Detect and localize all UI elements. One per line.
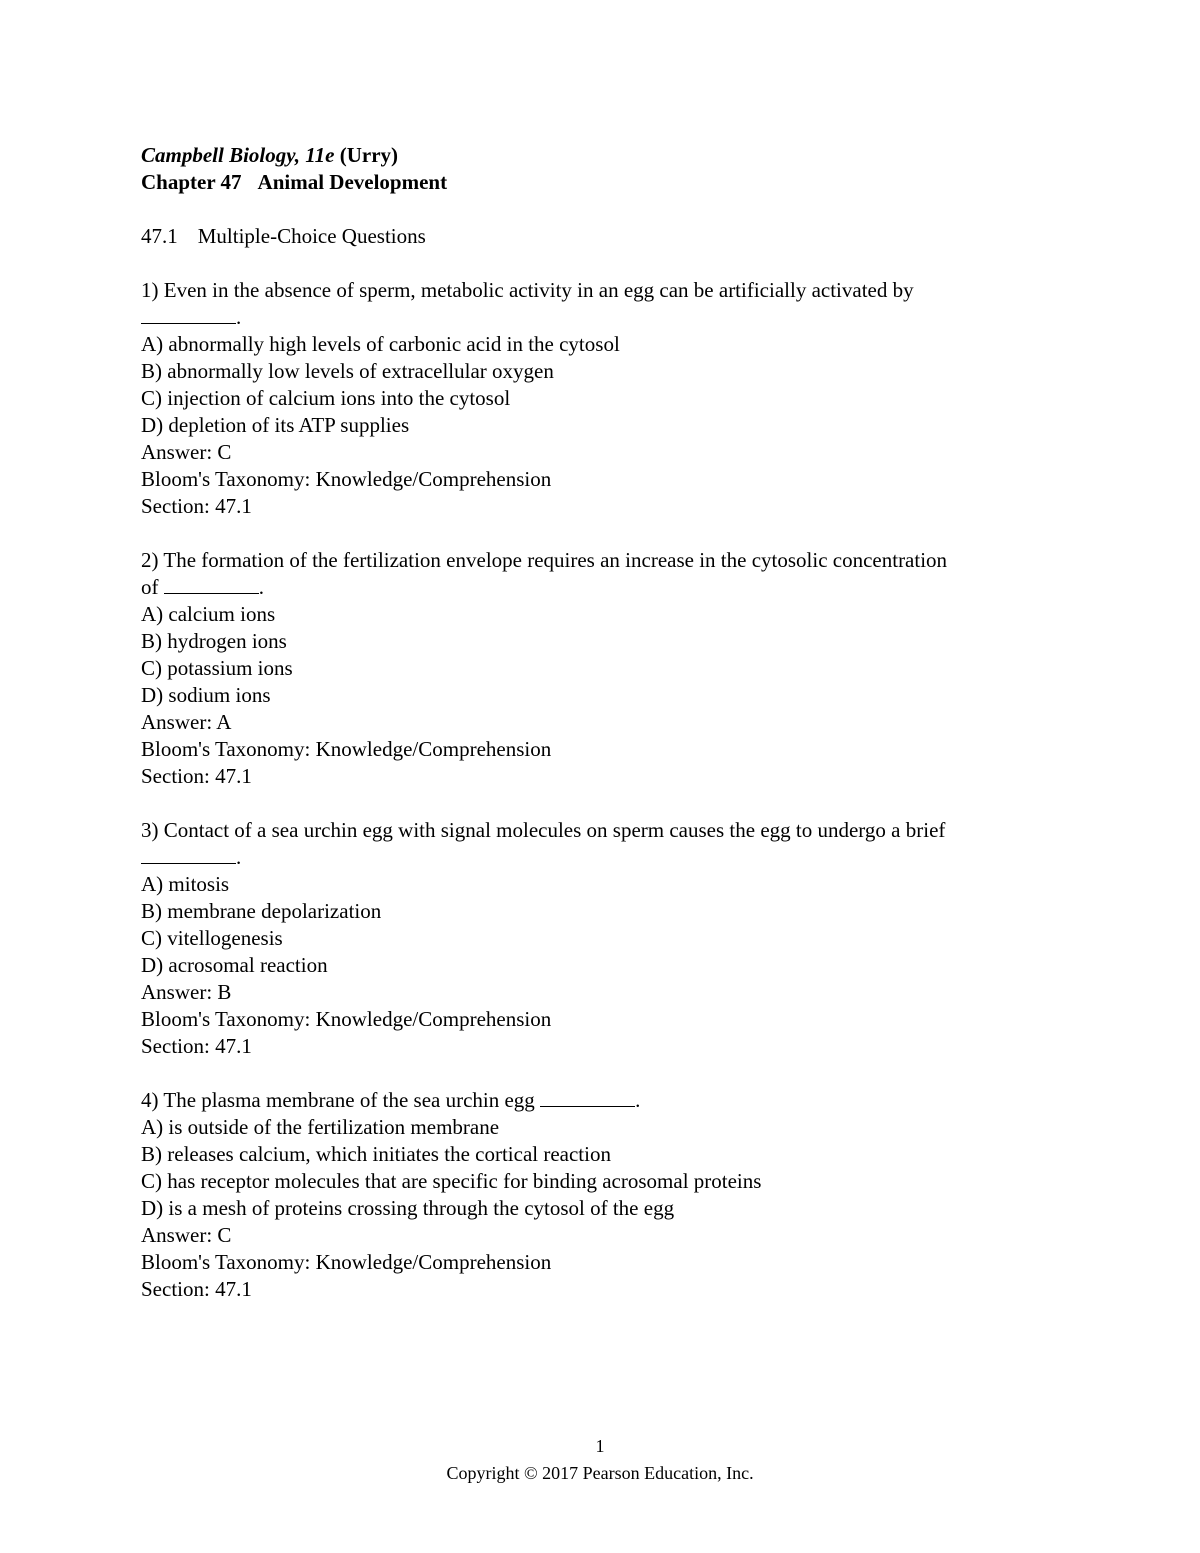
question-block [141, 817, 1061, 1060]
question-list [141, 250, 1061, 1303]
answer-blank [141, 845, 236, 864]
question-stem-line [141, 574, 1061, 601]
section-heading [141, 223, 1061, 250]
section-number: 47.1 [141, 224, 178, 248]
blank-period: . [258, 575, 264, 599]
answer-key: Answer: C [141, 440, 232, 464]
question-section: Section: 47.1 [141, 1277, 252, 1301]
answer-option: A) mitosis [141, 872, 230, 896]
book-title: Campbell Biology, 11e [141, 143, 335, 167]
answer-option: B) membrane depolarization [141, 899, 382, 923]
question-stem-line [141, 817, 1061, 844]
answer-option: A) calcium ions [141, 602, 276, 626]
page-number: 1 [595, 1436, 605, 1456]
question-stem-text: of [141, 575, 164, 599]
answer-option: D) sodium ions [141, 683, 271, 707]
question-block [141, 547, 1061, 790]
answer-option: C) potassium ions [141, 656, 293, 680]
answer-blank [540, 1088, 635, 1107]
answer-option: A) abnormally high levels of carbonic acid in the cytosol [141, 332, 620, 356]
copyright-notice: Copyright © 2017 Pearson Education, Inc. [446, 1463, 754, 1483]
question-block [141, 277, 1061, 520]
blooms-taxonomy: Bloom's Taxonomy: Knowledge/Comprehension [141, 1250, 552, 1274]
question-stem-text: 4) The plasma membrane of the sea urchin egg [141, 1088, 541, 1112]
question-block [141, 1087, 1061, 1303]
answer-option: C) injection of calcium ions into the cytosol [141, 386, 511, 410]
answer-option: B) releases calcium, which initiates the cortical reaction [141, 1142, 611, 1166]
question-section: Section: 47.1 [141, 1034, 252, 1058]
question-stem-text: 3) Contact of a sea urchin egg with signal molecules on sperm causes the egg to undergo a brief [141, 818, 946, 842]
answer-option: D) is a mesh of proteins crossing through the cytosol of the egg [141, 1196, 675, 1220]
page-content [141, 142, 1061, 1303]
answer-option: B) abnormally low levels of extracellular oxygen [141, 359, 554, 383]
question-stem-line [141, 547, 1061, 574]
answer-key: Answer: A [141, 710, 232, 734]
answer-blank [141, 305, 236, 324]
answer-option: B) hydrogen ions [141, 629, 287, 653]
answer-blank [164, 575, 259, 594]
question-stem-line [141, 304, 1061, 331]
answer-option: D) depletion of its ATP supplies [141, 413, 410, 437]
book-author: (Urry) [339, 143, 399, 167]
answer-key: Answer: C [141, 1223, 232, 1247]
chapter-label: Chapter 47 [141, 170, 242, 194]
answer-option: D) acrosomal reaction [141, 953, 328, 977]
answer-key: Answer: B [141, 980, 232, 1004]
blooms-taxonomy: Bloom's Taxonomy: Knowledge/Comprehension [141, 737, 552, 761]
blank-period: . [236, 305, 242, 329]
section-title: Multiple-Choice Questions [197, 224, 426, 248]
question-stem-line [141, 1087, 1061, 1114]
chapter-title: Animal Development [257, 170, 448, 194]
question-stem-line [141, 844, 1061, 871]
blank-period: . [635, 1088, 641, 1112]
chapter-heading [141, 169, 1061, 196]
blooms-taxonomy: Bloom's Taxonomy: Knowledge/Comprehension [141, 467, 552, 491]
question-section: Section: 47.1 [141, 494, 252, 518]
question-stem-text: 2) The formation of the fertilization envelope requires an increase in the cytosolic concentration [141, 548, 948, 572]
blank-period: . [236, 845, 242, 869]
book-title-line [141, 142, 1061, 169]
answer-option: A) is outside of the fertilization membrane [141, 1115, 500, 1139]
answer-option: C) has receptor molecules that are specific for binding acrosomal proteins [141, 1169, 762, 1193]
question-stem-text: 1) Even in the absence of sperm, metabolic activity in an egg can be artificially activated by [141, 278, 914, 302]
question-stem-line [141, 277, 1061, 304]
answer-option: C) vitellogenesis [141, 926, 283, 950]
blooms-taxonomy: Bloom's Taxonomy: Knowledge/Comprehension [141, 1007, 552, 1031]
question-section: Section: 47.1 [141, 764, 252, 788]
